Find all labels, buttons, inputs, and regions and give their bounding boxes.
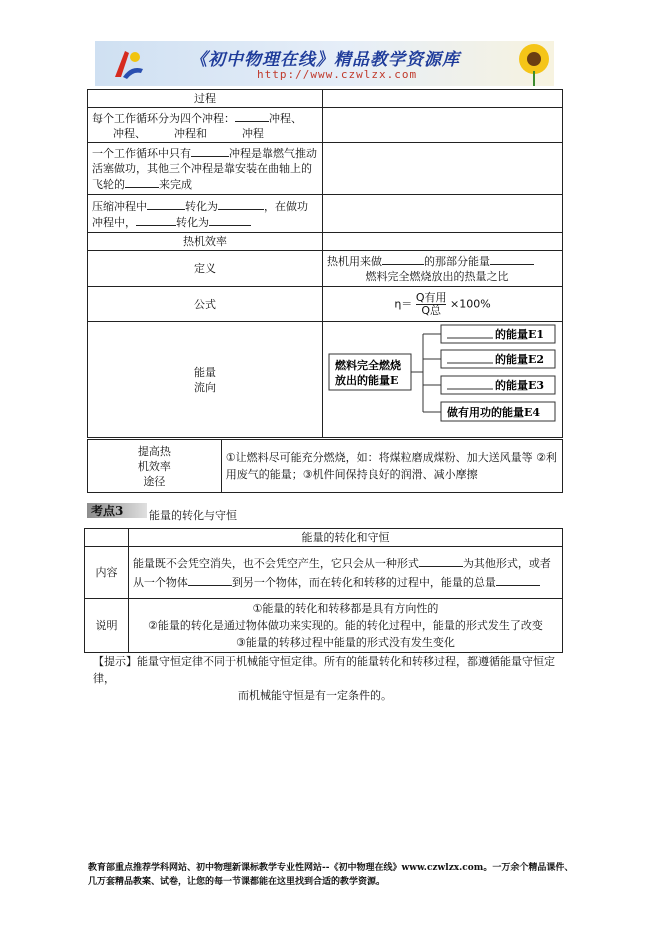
section-badge-icon — [87, 502, 147, 519]
power-stroke-cell: 一个工作循环中只有 冲程是靠燃气推动活塞做功，其他三个冲程是靠安装在曲轴上的飞轮的 来完成 — [88, 143, 323, 195]
efficiency-header: 热机效率 — [88, 233, 323, 251]
energy-conversion-cell: 压缩冲程中 转化为 ，在做功冲程中， 转化为 — [88, 195, 323, 233]
svg-text:考点3: 考点3 — [91, 504, 124, 518]
efficiency-formula: η＝ Q有用 Q总 ×100% — [323, 287, 563, 322]
formula-label: 公式 — [88, 287, 323, 322]
footer-text: 教育部重点推荐学科网站、初中物理新课标教学专业性网站--《初中物理在线》www.czwlzx.com。一万余个精品课件、 几万套精品教案、试卷，让您的每一节课都能在这里找到合适的教学资源。 — [88, 863, 574, 887]
process-label: 过程 — [88, 90, 323, 108]
flow-branch-1 — [423, 325, 555, 343]
banner-url[interactable]: http://www.czwlzx.com — [257, 68, 418, 81]
definition-label: 定义 — [88, 251, 323, 287]
conservation-content: 能量既不会凭空消失，也不会凭空产生，它只会从一种形式 为其他形式，或者从一个物体 到另一个物体，而在转化和转移的过程中，能量的总量 — [128, 547, 562, 599]
conservation-header: 能量的转化和守恒 — [128, 529, 562, 547]
note-label: 说明 — [85, 599, 129, 653]
flow-source-line1: 燃料完全燃烧 — [335, 359, 401, 372]
svg-text:做有用功的能量E4: 做有用功的能量E4 — [447, 406, 541, 419]
banner-title: 《初中物理在线》精品教学资源库 — [190, 50, 460, 70]
sunflower-icon — [504, 41, 554, 86]
header-banner — [95, 41, 554, 86]
definition-cell: 热机用来做 的那部分能量 燃料完全燃烧放出的热量之比 — [323, 251, 563, 287]
flow-branch-3 — [423, 376, 555, 394]
strokes-cell: 每个工作循环分为四个冲程： 冲程、 冲程、 冲程和 冲程 — [88, 108, 323, 143]
svg-text:的能量E3: 的能量E3 — [495, 379, 545, 392]
svg-text:的能量E1: 的能量E1 — [495, 328, 545, 341]
energy-flow-diagram — [323, 322, 563, 438]
flow-branch-2 — [423, 350, 555, 368]
tip-text: 【提示】能量守恒定律不同于机械能守恒定律。所有的能量转化和转移过程，都遵循能量守恒定律， 而机械能守恒是有一定条件的。 — [93, 655, 555, 702]
svg-text:的能量E2: 的能量E2 — [495, 353, 545, 366]
flow-label: 能量 流向 — [88, 322, 323, 438]
site-logo-icon — [111, 47, 145, 81]
section-title: 能量的转化与守恒 — [149, 509, 237, 522]
improve-content: ①让燃料尽可能充分燃烧，如：将煤粒磨成煤粉、加大送风量等 ②利用废气的能量；③机件间保持良好的润滑、减小摩擦 — [221, 440, 562, 493]
improve-label: 提高热 机效率 途径 — [88, 440, 222, 493]
flow-source-line2: 放出的能量E — [335, 374, 399, 387]
improve-efficiency-table — [87, 439, 563, 493]
conservation-table — [84, 528, 563, 653]
engine-table — [87, 89, 563, 438]
flow-branch-4 — [423, 402, 555, 421]
content-label: 内容 — [85, 547, 129, 599]
conservation-notes: ①能量的转化和转移都是具有方向性的 ②能量的转化是通过物体做功来实现的。能的转化过程中，能量的形式发生了改变 ③能量的转移过程中能量的形式没有发生变化 — [128, 599, 562, 653]
